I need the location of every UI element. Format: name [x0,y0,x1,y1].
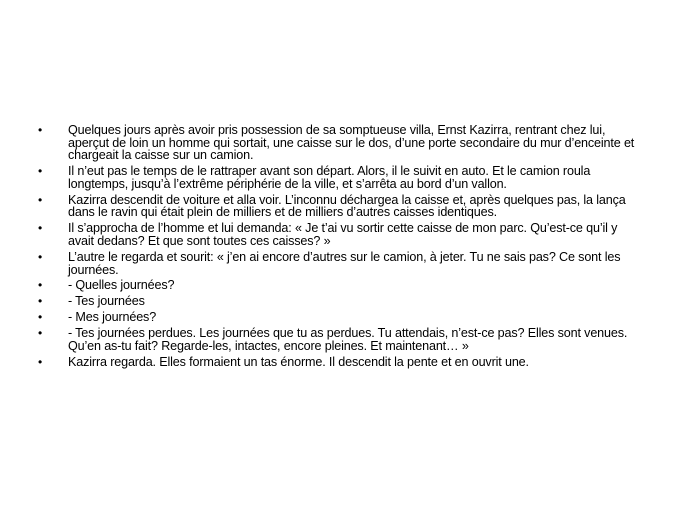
paragraph-text: Kazirra regarda. Elles formaient un tas énorme. Il descendit la pente et en ouvrit une. [68,355,529,370]
list-item [38,124,638,162]
paragraph-text: - Mes journées? [68,310,157,325]
list-item [38,311,638,324]
bullet-icon: • [38,164,43,179]
list-item [38,251,638,276]
bullet-icon: • [38,278,43,293]
bullet-icon: • [38,355,43,370]
paragraph-text: - Quelles journées? [68,278,175,293]
bullet-icon: • [38,249,43,264]
list-item [38,327,638,352]
list-item [38,165,638,190]
bullet-icon: • [38,294,43,309]
paragraph-text: Kazirra descendit de voiture et alla voir. L’inconnu déchargea la caisse et, après quelques pas, la lança dans le ravin qui était plein de milliers et de milliers d’autres caisses identiques. [68,192,626,220]
list-item [38,295,638,308]
bullet-icon: • [38,192,43,207]
paragraph-text: - Tes journées [68,294,145,309]
paragraph-text: - Tes journées perdues. Les journées que tu as perdues. Tu attendais, n’est-ce pas? Elles sont venues. Qu’en as-tu fait? Regarde-les, intactes, encore pleines. Et maintenant… » [68,326,628,354]
bullet-icon: • [38,221,43,236]
bullet-icon: • [38,310,43,325]
list-item [38,194,638,219]
paragraph-text: Quelques jours après avoir pris possession de sa somptueuse villa, Ernst Kazirra, rentrant chez lui, aperçut de loin un homme qui sortait, une caisse sur le dos, d’une porte secondaire du mur d’enceinte et chargeait la caisse sur un camion. [68,123,635,163]
bullet-icon: • [38,123,43,137]
paragraph-text: Il n’eut pas le temps de le rattraper avant son départ. Alors, il le suivit en auto. Et le camion roula longtemps, jusqu’à l’extrême périphérie de la ville, et s’arrêta au bord d’un vallon. [68,164,591,191]
paragraph-text: Il s’approcha de l’homme et lui demanda: « Je t’ai vu sortir cette caisse de mon parc. Qu’est-ce qu’il y avait dedans? Et que sont toutes ces caisses? » [68,221,618,248]
bullet-icon: • [38,326,43,341]
list-item [38,279,638,292]
list-item [38,222,638,247]
bullet-list [38,124,638,372]
list-item [38,356,638,369]
paragraph-text: L’autre le regarda et sourit: « j’en ai encore d’autres sur le camion, à jeter. Tu ne sais pas? Ce sont les journées. [68,249,621,277]
